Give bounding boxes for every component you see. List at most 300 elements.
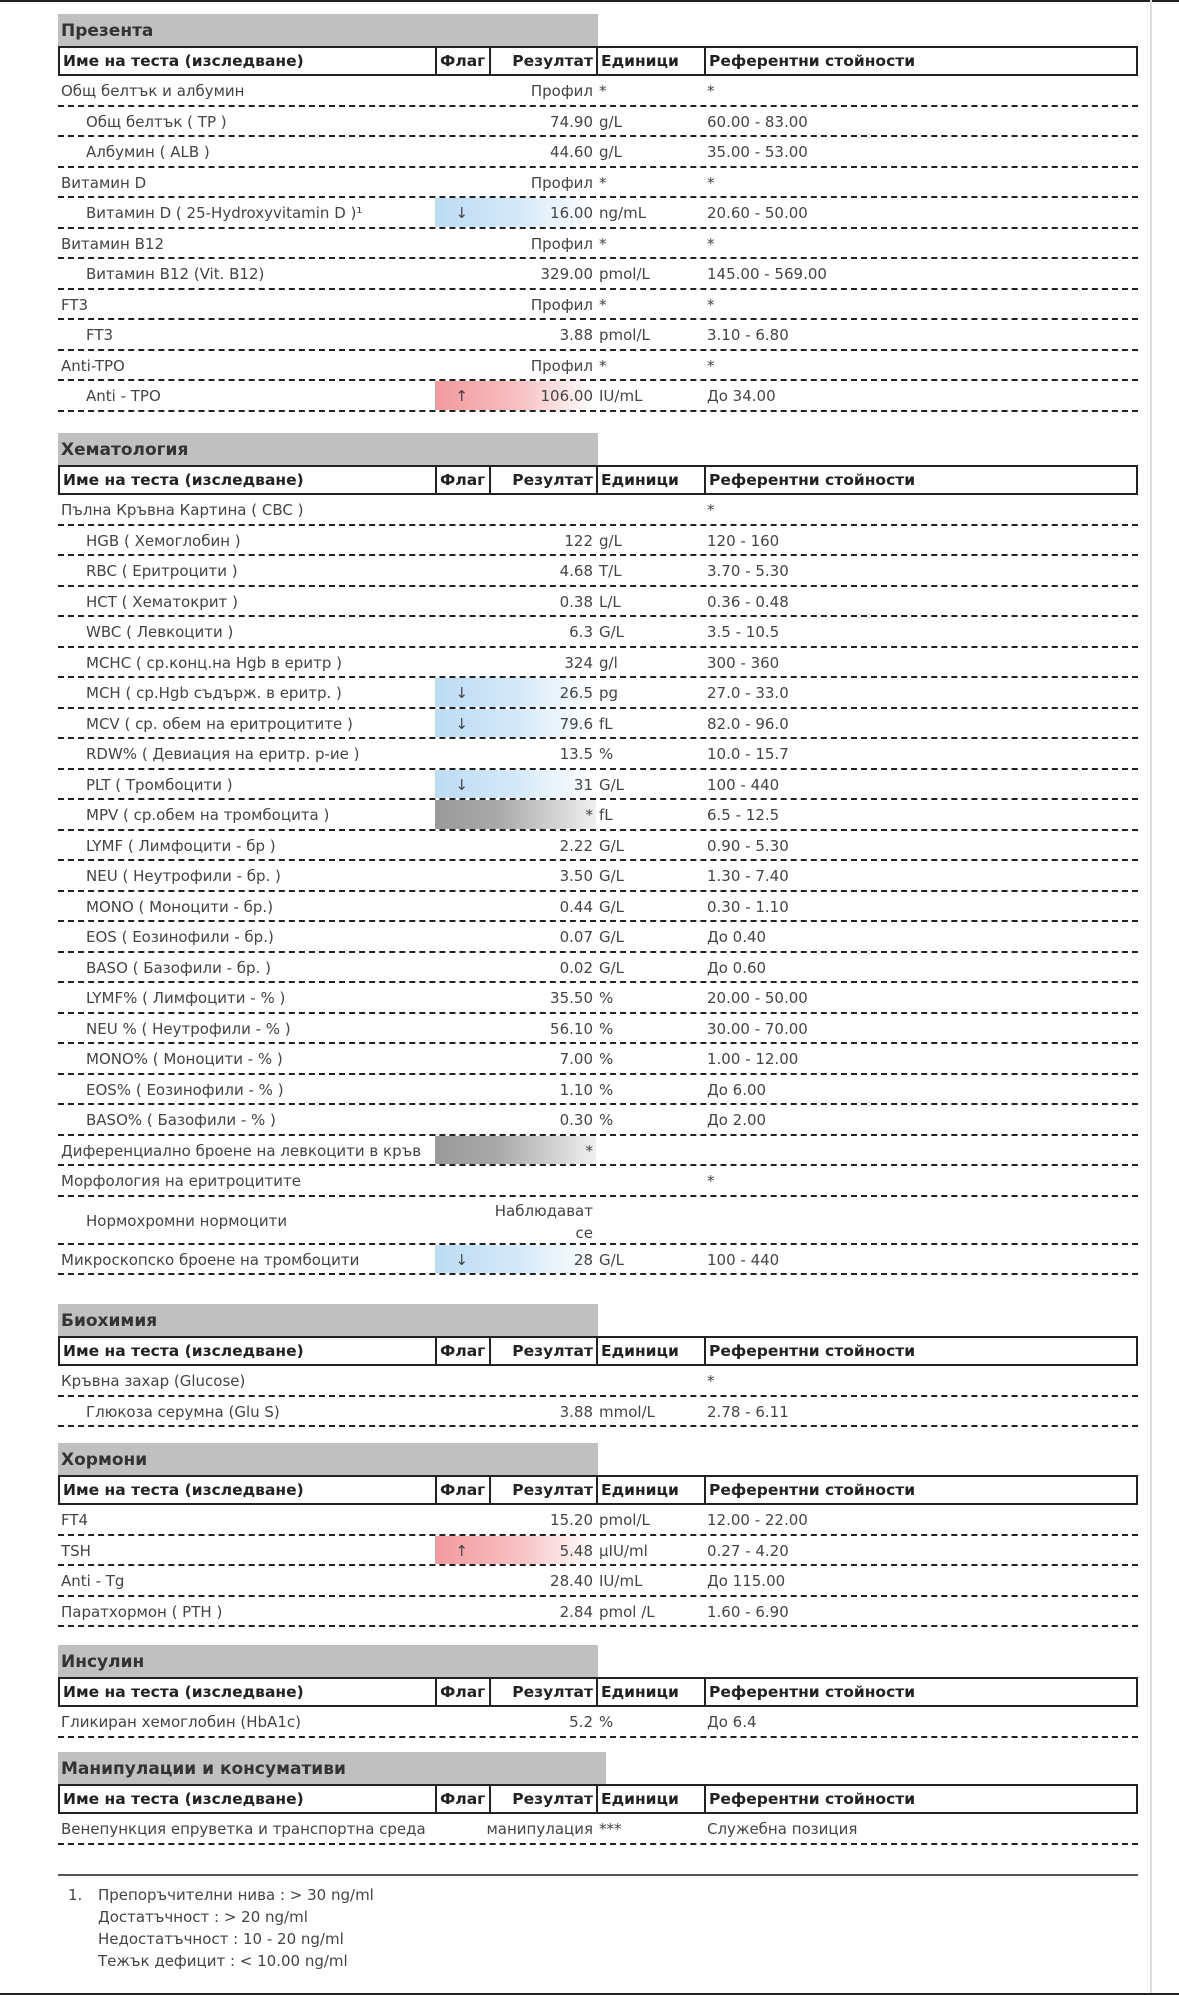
header-units: Единици: [598, 467, 706, 493]
result-value: Профил: [530, 82, 593, 100]
test-name: Кръвна захар (Glucose): [61, 1372, 246, 1390]
flag-cell: [435, 1397, 596, 1426]
result-value: 2.22: [559, 836, 593, 855]
flag-arrow-icon: [438, 800, 499, 829]
flag-arrow-icon: ↓: [455, 1250, 468, 1269]
flag-cell: [435, 556, 596, 585]
result-value: 3.88: [559, 1402, 593, 1421]
test-name: MONO% ( Моноцити - % ): [86, 1050, 283, 1068]
section-title: Хормони: [58, 1443, 598, 1475]
flag-cell: [435, 861, 596, 890]
flag-arrow-icon: ↓: [455, 714, 468, 733]
header-flag: Флаг: [437, 1786, 491, 1812]
section-title: Презента: [58, 14, 598, 46]
test-name: Диференциално броене на левкоцити в кръв: [61, 1141, 422, 1160]
test-name: NEU ( Неутрофили - бр. ): [86, 867, 281, 885]
flag-cell: [435, 922, 596, 951]
table-row: [58, 198, 1138, 229]
reference-range: До 115.00: [707, 1572, 786, 1590]
test-name: WBC ( Левкоцити ): [86, 623, 234, 641]
flag-cell: [435, 770, 596, 799]
units: pmol/L: [599, 1511, 650, 1529]
units: *: [599, 82, 607, 100]
result-value: Профил: [530, 295, 593, 314]
result-value: 5.2: [569, 1713, 593, 1731]
header-units: Единици: [598, 1679, 706, 1705]
flag-cell: [435, 587, 596, 616]
result-value: [499, 1166, 593, 1195]
header-ref: Референтни стойности: [709, 471, 916, 489]
reference-range: До 6.4: [707, 1713, 757, 1731]
flag-arrow-icon: ↓: [455, 775, 468, 794]
flag-arrow-icon: [438, 556, 499, 585]
test-name: Глюкоза серумна (Glu S): [86, 1402, 280, 1421]
flag-cell: [435, 229, 596, 258]
result-value: 324: [564, 653, 593, 672]
reference-range: [704, 1197, 1138, 1243]
result-value: *: [585, 1141, 593, 1160]
header-ref: Референтни стойности: [709, 1342, 916, 1360]
header-flag: Флаг: [437, 467, 491, 493]
table-row: [58, 1566, 1138, 1597]
header-result: Резултат: [491, 1786, 598, 1812]
flag-arrow-icon: [438, 259, 499, 288]
result-value: манипулация: [486, 1820, 593, 1838]
result-value: 2.84: [559, 1602, 593, 1621]
reference-range: 6.5 - 12.5: [707, 806, 780, 824]
table-row: [58, 320, 1138, 351]
test-name: BASO ( Базофили - бр. ): [86, 958, 271, 977]
reference-range: 60.00 - 83.00: [707, 112, 808, 131]
units: %: [599, 1111, 614, 1129]
result-value: 16.00: [550, 204, 593, 222]
flag-arrow-icon: ↓: [455, 684, 468, 702]
flag-arrow-icon: ↓: [455, 204, 468, 222]
table-row: [58, 290, 1138, 321]
result-value: 0.07: [559, 928, 593, 946]
flag-cell: [435, 381, 596, 410]
flag-cell: [435, 648, 596, 677]
result-value: 35.50: [550, 989, 593, 1007]
units: [596, 1197, 704, 1243]
reference-range: 120 - 160: [707, 531, 780, 550]
flag-arrow-icon: [438, 1814, 486, 1843]
flag-arrow-icon: [438, 922, 499, 951]
flag-cell: [435, 259, 596, 288]
test-name: FT3: [61, 295, 89, 314]
flag-arrow-icon: [438, 1014, 499, 1043]
table-row: [58, 800, 1138, 831]
result-value: 5.48: [559, 1541, 593, 1560]
result-value: 3.50: [559, 867, 593, 885]
flag-cell: [435, 320, 596, 349]
flag-arrow-icon: [438, 1166, 499, 1195]
units: G/L: [599, 1250, 625, 1269]
test-name: MCH ( ср.Hgb съдърж. в еритр. ): [86, 684, 342, 702]
units: pmol/L: [599, 265, 650, 283]
reference-range: 300 - 360: [707, 653, 780, 672]
units: IU/mL: [599, 1572, 643, 1590]
test-name: TSH: [61, 1541, 91, 1560]
flag-cell: [435, 1136, 596, 1165]
header-name: Име на теста (изследване): [60, 1786, 437, 1812]
flag-arrow-icon: [438, 953, 499, 982]
reference-range: До 2.00: [707, 1111, 767, 1129]
test-name: Общ белтък ( TP ): [86, 112, 227, 131]
reference-range: *: [707, 1172, 715, 1190]
table-row: [58, 259, 1138, 290]
flag-cell: [435, 1166, 596, 1195]
table-row: [58, 1044, 1138, 1075]
flag-cell: [435, 953, 596, 982]
units: ***: [599, 1820, 622, 1838]
result-value: 106.00: [540, 387, 593, 405]
flag-cell: [435, 739, 596, 768]
flag-cell: [435, 351, 596, 380]
header-ref: Референтни стойности: [709, 1683, 916, 1701]
table-row: [58, 76, 1138, 107]
reference-range: *: [707, 173, 715, 192]
flag-cell: [435, 137, 596, 166]
flag-arrow-icon: [438, 648, 499, 677]
units: [596, 1166, 704, 1195]
section-0: [58, 14, 1138, 412]
header-result: Резултат: [491, 1477, 598, 1503]
table-row: [58, 495, 1138, 526]
result-value: 28: [573, 1250, 593, 1269]
table-header: [58, 46, 1138, 76]
table-header: [58, 1784, 1138, 1814]
units: *: [599, 295, 607, 314]
test-name: Пълна Кръвна Картина ( CBC ): [61, 501, 304, 519]
result-value: 6.3: [569, 623, 593, 641]
flag-arrow-icon: [438, 351, 499, 380]
table-row: [58, 556, 1138, 587]
section-2: [58, 1304, 1138, 1427]
units: g/L: [599, 112, 622, 131]
header-result: Резултат: [491, 48, 598, 74]
footnote-line: Препоръчителни нива : > 30 ng/ml: [98, 1886, 374, 1904]
units: *: [599, 356, 607, 375]
result-value: 15.20: [550, 1511, 593, 1529]
reference-range: До 0.40: [707, 928, 767, 946]
flag-arrow-icon: [438, 1136, 499, 1165]
flag-cell: [435, 1075, 596, 1104]
result-value: 4.68: [559, 562, 593, 580]
reference-range: [704, 1136, 1138, 1165]
reference-range: *: [707, 356, 715, 375]
reference-range: До 6.00: [707, 1080, 767, 1099]
units: T/L: [599, 562, 622, 580]
table-header: [58, 1475, 1138, 1505]
units: G/L: [599, 928, 625, 946]
flag-arrow-icon: [438, 229, 499, 258]
result-value: *: [585, 806, 593, 824]
reference-range: Служебна позиция: [707, 1820, 858, 1838]
result-value: 26.5: [559, 684, 593, 702]
units: G/L: [599, 775, 625, 794]
reference-range: До 0.60: [707, 958, 767, 977]
units: %: [599, 1050, 614, 1068]
flag-arrow-icon: [438, 526, 499, 555]
footnotes: [68, 1884, 374, 1972]
test-name: Anti-TPO: [61, 356, 125, 375]
section-title: Биохимия: [58, 1304, 598, 1336]
reference-range: 12.00 - 22.00: [707, 1511, 808, 1529]
flag-cell: [435, 800, 596, 829]
flag-cell: [435, 709, 596, 738]
test-name: Албумин ( ALB ): [86, 143, 210, 161]
reference-range: 10.0 - 15.7: [707, 745, 789, 763]
units: %: [599, 1713, 614, 1731]
test-name: EOS ( Еозинофили - бр.): [86, 928, 274, 946]
page-right-border: [1150, 0, 1152, 1995]
reference-range: *: [707, 234, 715, 253]
flag-cell: [435, 1197, 596, 1243]
units: fL: [599, 806, 613, 824]
units: G/L: [599, 836, 625, 855]
test-name: Витамин B12 (Vit. B12): [86, 265, 265, 283]
test-name: LYMF% ( Лимфоцити - % ): [86, 989, 286, 1007]
result-value: 0.44: [559, 897, 593, 916]
reference-range: *: [707, 1372, 715, 1390]
flag-arrow-icon: [438, 1105, 499, 1134]
flag-arrow-icon: [438, 1566, 499, 1595]
table-row: [58, 1397, 1138, 1428]
flag-arrow-icon: [438, 1366, 499, 1395]
units: g/l: [599, 653, 618, 672]
header-name: Име на теста (изследване): [60, 1477, 437, 1503]
test-name: Витамин D ( 25-Hydroxyvitamin D )¹: [86, 204, 363, 222]
table-row: [58, 739, 1138, 770]
flag-arrow-icon: [438, 617, 499, 646]
test-name: Anti - Tg: [61, 1572, 125, 1590]
flag-cell: [435, 1245, 596, 1274]
result-value: 44.60: [550, 143, 593, 161]
footnote-number: 1.: [68, 1886, 83, 1904]
flag-arrow-icon: [438, 587, 499, 616]
flag-cell: [435, 831, 596, 860]
result-value: 329.00: [540, 265, 593, 283]
result-value: Профил: [530, 173, 593, 192]
flag-arrow-icon: [438, 320, 499, 349]
table-row: [58, 953, 1138, 984]
flag-cell: [435, 1044, 596, 1073]
flag-cell: [435, 290, 596, 319]
test-name: MPV ( ср.обем на тромбоцита ): [86, 806, 330, 824]
table-row: [58, 831, 1138, 862]
result-value: Профил: [530, 234, 593, 253]
table-row: [58, 1597, 1138, 1628]
header-result: Резултат: [491, 1679, 598, 1705]
flag-cell: [435, 107, 596, 136]
table-row: [58, 1136, 1138, 1167]
flag-cell: [435, 76, 596, 105]
header-units: Единици: [598, 48, 706, 74]
section-1: [58, 433, 1138, 1275]
units: *: [599, 234, 607, 253]
table-row: [58, 587, 1138, 618]
flag-arrow-icon: [438, 1044, 499, 1073]
test-name: Нормохромни нормоцити: [86, 1211, 288, 1230]
units: IU/mL: [599, 387, 643, 405]
flag-cell: [435, 1014, 596, 1043]
footnote-line: Тежък дефицит : < 10.00 ng/ml: [98, 1952, 348, 1970]
header-flag: Флаг: [437, 1679, 491, 1705]
units: mmol/L: [599, 1402, 655, 1421]
flag-arrow-icon: [438, 1075, 499, 1104]
table-row: [58, 1245, 1138, 1276]
header-result: Резултат: [491, 1338, 598, 1364]
test-name: MONO ( Моноцити - бр.): [86, 897, 274, 916]
flag-arrow-icon: [438, 861, 499, 890]
header-units: Единици: [598, 1477, 706, 1503]
units: [596, 1366, 704, 1395]
result-value: 74.90: [550, 112, 593, 131]
units: [596, 495, 704, 524]
result-value: 122: [564, 531, 593, 550]
header-name: Име на теста (изследване): [60, 1338, 437, 1364]
reference-range: 35.00 - 53.00: [707, 143, 808, 161]
flag-arrow-icon: [438, 1197, 495, 1243]
table-row: [58, 648, 1138, 679]
table-row: [58, 709, 1138, 740]
units: g/L: [599, 531, 622, 550]
units: µIU/ml: [599, 1541, 648, 1560]
test-name: BASO% ( Базофили - % ): [86, 1111, 276, 1129]
result-value: [499, 495, 593, 524]
reference-range: 0.30 - 1.10: [707, 897, 789, 916]
test-name: HCT ( Хематокрит ): [86, 592, 238, 611]
section-3: [58, 1443, 1138, 1627]
flag-arrow-icon: [438, 983, 499, 1012]
table-row: [58, 1197, 1138, 1245]
flag-cell: [435, 1814, 596, 1843]
flag-arrow-icon: [438, 1505, 499, 1534]
test-name: Витамин D: [61, 173, 147, 192]
test-name: FT4: [61, 1511, 89, 1529]
header-units: Единици: [598, 1338, 706, 1364]
test-name: LYMF ( Лимфоцити - бр ): [86, 836, 276, 855]
test-name: RDW% ( Девиация на еритр. р-ие ): [86, 745, 360, 763]
reference-range: 3.5 - 10.5: [707, 623, 780, 641]
table-row: [58, 381, 1138, 412]
units: g/L: [599, 143, 622, 161]
reference-range: 20.60 - 50.00: [707, 204, 808, 222]
footnote-divider: [58, 1874, 1138, 1876]
result-value: Профил: [530, 356, 593, 375]
table-row: [58, 1075, 1138, 1106]
test-name: FT3: [86, 326, 114, 344]
flag-arrow-icon: [438, 1397, 499, 1426]
footnote-line: Достатъчност : > 20 ng/ml: [98, 1908, 308, 1926]
reference-range: 100 - 440: [707, 1250, 780, 1269]
header-ref: Референтни стойности: [709, 1790, 916, 1808]
reference-range: 30.00 - 70.00: [707, 1019, 808, 1038]
reference-range: 2.78 - 6.11: [707, 1402, 789, 1421]
result-value: 28.40: [550, 1572, 593, 1590]
reference-range: 3.70 - 5.30: [707, 562, 789, 580]
table-row: [58, 526, 1138, 557]
flag-arrow-icon: [438, 892, 499, 921]
reference-range: 0.36 - 0.48: [707, 592, 789, 611]
result-value: 3.88: [559, 326, 593, 344]
units: G/L: [599, 623, 625, 641]
flag-cell: [435, 1597, 596, 1626]
reference-range: 1.30 - 7.40: [707, 867, 789, 885]
table-row: [58, 1105, 1138, 1136]
header-result: Резултат: [491, 467, 598, 493]
table-header: [58, 1677, 1138, 1707]
test-name: Гликиран хемоглобин (HbA1c): [61, 1713, 301, 1731]
table-row: [58, 983, 1138, 1014]
flag-cell: [435, 617, 596, 646]
test-name: Венепункция епруветка и транспортна среда: [61, 1820, 426, 1838]
table-row: [58, 168, 1138, 199]
header-ref: Референтни стойности: [709, 1481, 916, 1499]
table-row: [58, 1505, 1138, 1536]
result-value: [499, 1366, 593, 1395]
flag-cell: [435, 168, 596, 197]
table-row: [58, 678, 1138, 709]
units: fL: [599, 714, 613, 733]
units: %: [599, 1080, 614, 1099]
flag-cell: [435, 678, 596, 707]
header-flag: Флаг: [437, 1477, 491, 1503]
test-name: MCV ( ср. обем на еритроцитите ): [86, 714, 353, 733]
table-header: [58, 1336, 1138, 1366]
reference-range: *: [707, 82, 715, 100]
result-value: 13.5: [559, 745, 593, 763]
flag-arrow-icon: [438, 76, 499, 105]
units: *: [599, 173, 607, 192]
units: ng/mL: [599, 204, 647, 222]
flag-arrow-icon: ↑: [455, 1541, 468, 1560]
header-units: Единици: [598, 1786, 706, 1812]
reference-range: 1.60 - 6.90: [707, 1602, 789, 1621]
reference-range: 145.00 - 569.00: [707, 265, 827, 283]
reference-range: 0.27 - 4.20: [707, 1541, 789, 1560]
table-row: [58, 107, 1138, 138]
test-name: Anti - TPO: [86, 387, 161, 405]
units: pmol/L: [599, 326, 650, 344]
test-name: HGB ( Хемоглобин ): [86, 531, 241, 550]
reference-range: 27.0 - 33.0: [707, 684, 789, 702]
header-flag: Флаг: [437, 48, 491, 74]
header-name: Име на теста (изследване): [60, 48, 437, 74]
flag-cell: [435, 1707, 596, 1736]
reference-range: *: [707, 501, 715, 519]
table-row: [58, 1814, 1138, 1845]
units: L/L: [599, 592, 621, 611]
flag-cell: [435, 495, 596, 524]
result-value: 7.00: [559, 1050, 593, 1068]
test-name: Витамин B12: [61, 234, 164, 253]
flag-cell: [435, 983, 596, 1012]
table-row: [58, 1366, 1138, 1397]
table-row: [58, 922, 1138, 953]
flag-cell: [435, 198, 596, 227]
flag-arrow-icon: ↑: [455, 387, 468, 405]
flag-arrow-icon: [438, 495, 499, 524]
section-4: [58, 1645, 1138, 1738]
units: [596, 1136, 704, 1165]
flag-cell: [435, 1566, 596, 1595]
flag-arrow-icon: [438, 831, 499, 860]
reference-range: До 34.00: [707, 387, 776, 405]
reference-range: 82.0 - 96.0: [707, 714, 789, 733]
result-value: 56.10: [550, 1019, 593, 1038]
